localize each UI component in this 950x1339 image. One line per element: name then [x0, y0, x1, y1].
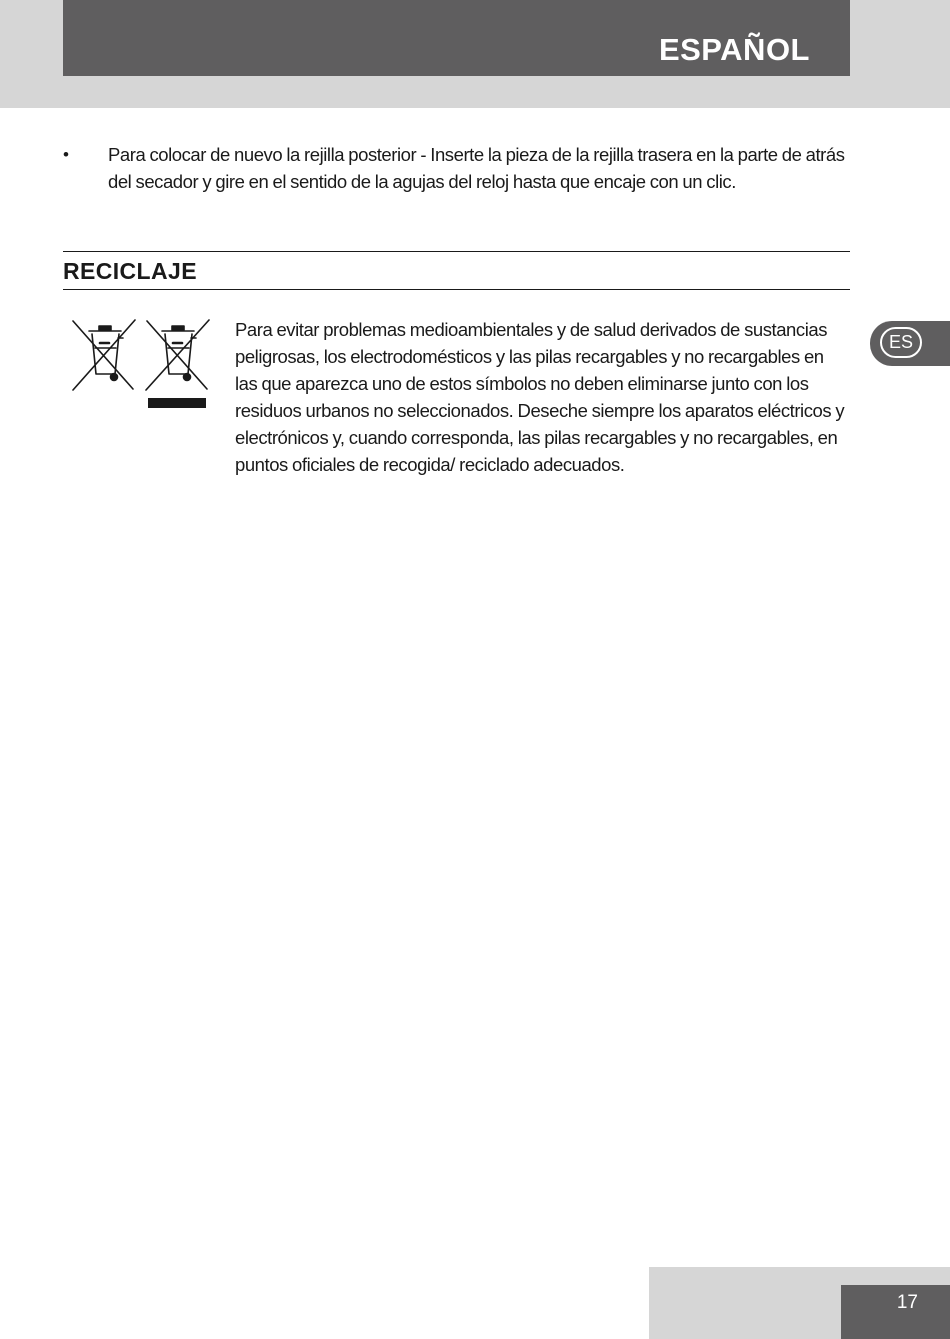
language-tab [870, 321, 950, 366]
page-number: 17 [896, 1292, 918, 1313]
page-number-box [841, 1285, 950, 1339]
instruction-bullet [63, 141, 850, 195]
bullet-marker: • [63, 145, 69, 164]
recycling-symbols [68, 316, 213, 412]
crossed-wheelie-bin-icon [73, 320, 135, 390]
recycling-paragraph: Para evitar problemas medioambientales y de salud derivados de sustancias peligrosas, los electrodomésticos y las pilas recargables y no recargables en las que aparezca uno de estos símbolos no deben eliminarse junto con los residuos urbanos no seleccionados. Deseche siempre los aparatos eléctricos y electrónicos y, cuando corresponda, las pilas recargables y no recargables, en puntos oficiales de recogida/ reciclado adecuados. [235, 319, 845, 475]
section-title: RECICLAJE [63, 258, 197, 284]
page-language-title: ESPAÑOL [658, 32, 810, 67]
bullet-text: Para colocar de nuevo la rejilla posterior - Inserte la pieza de la rejilla trasera en la parte de atrás del secador y gire en el sentido de la agujas del reloj hasta que encaje con un clic. [108, 144, 845, 192]
section-divider-top [63, 251, 850, 252]
language-code-badge: ES [880, 327, 922, 358]
section-divider-bottom [63, 289, 850, 290]
header-bar [63, 0, 850, 76]
crossed-wheelie-bin-with-bar-icon [146, 320, 209, 408]
